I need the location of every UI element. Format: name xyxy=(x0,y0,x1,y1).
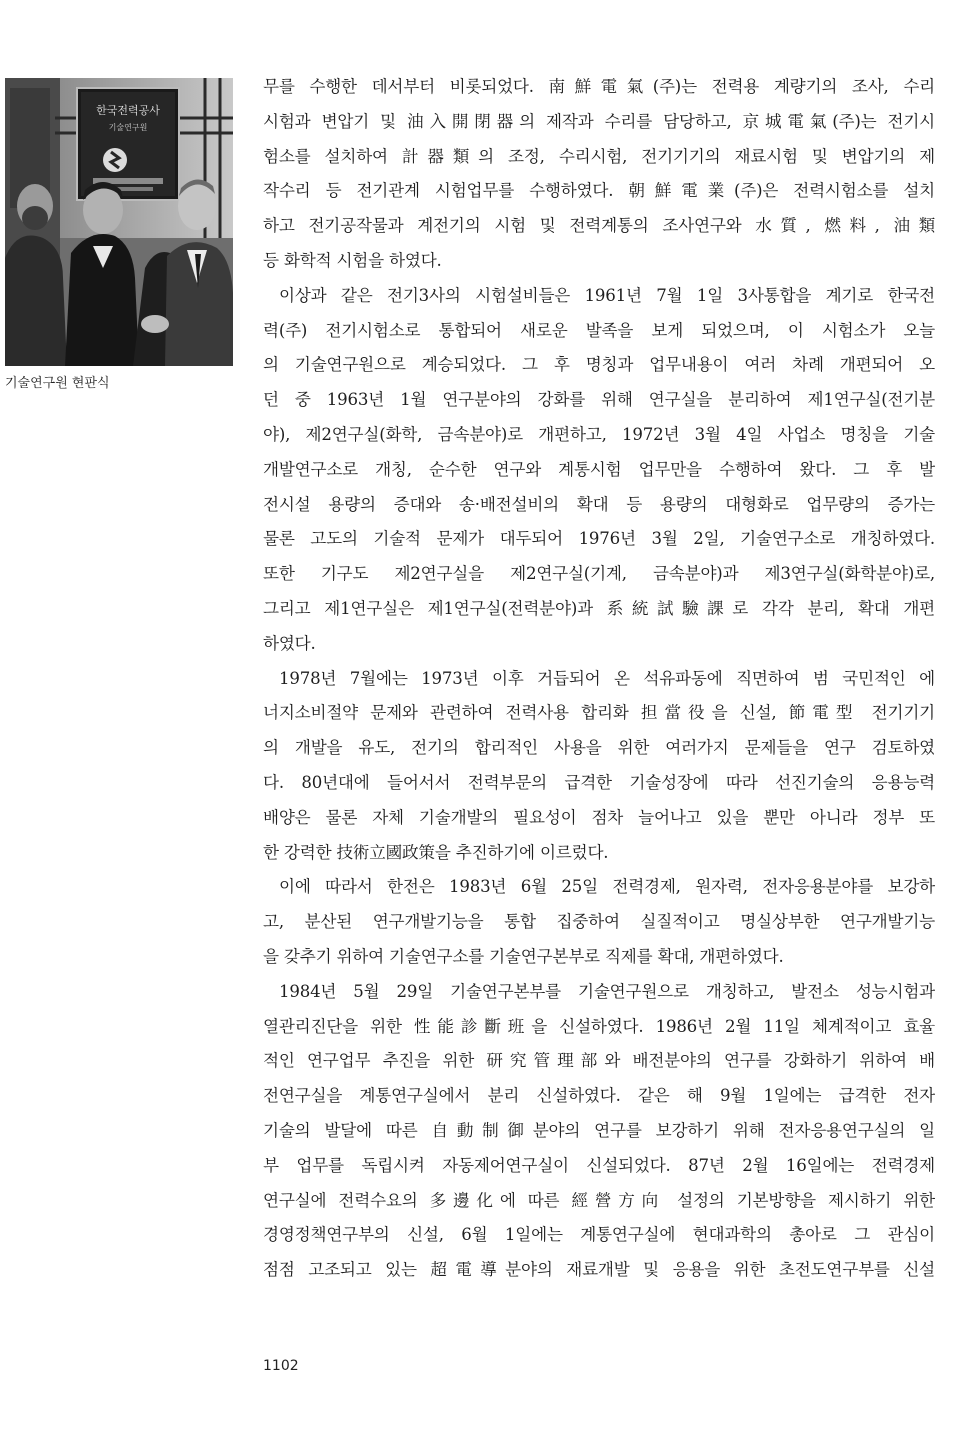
sign-text: 한국전력공사 xyxy=(96,104,160,117)
text-line: 야), 제2연구실(화학, 금속분야)로 개편하고, 1972년 3월 4일 사업소 명칭을 기술 xyxy=(263,424,935,444)
text-line: 열관리진단을 위한 性能診斷班을 신설하였다. 1986년 2월 11일 체계적이고 효율 xyxy=(263,1016,935,1036)
text-line: 부 업무를 독립시켜 자동제어연구실이 신설되었다. 87년 2월 16일에는 전력경제 xyxy=(263,1155,935,1175)
text-line: 또한 기구도 제2연구실을 제2연구실(기계, 금속분야)과 제3연구실(화학분야)로, xyxy=(263,564,935,584)
text-line: 적인 연구업무 추진을 위한 研究管理部와 배전분야의 연구를 강화하기 위하여 배 xyxy=(263,1051,935,1071)
text-line: 한 강력한 技術立國政策을 추진하기에 이르렀다. xyxy=(263,842,609,862)
text-line: 점점 고조되고 있는 超電導분야의 재료개발 및 응용을 위한 초전도연구부를 신설 xyxy=(263,1260,935,1280)
text-line: 을 갖추기 위하여 기술연구소를 기술연구본부로 직제를 확대, 개편하였다. xyxy=(263,946,784,966)
text-line: 다. 80년대에 들어서서 전력부문의 급격한 기술성장에 따라 선진기술의 응용능력 xyxy=(263,772,935,792)
text-line: 이에 따라서 한전은 1983년 6월 25일 전력경제, 원자력, 전자응용분야를 보강하 xyxy=(279,877,935,897)
text-line: 던 중 1963년 1월 연구분야의 강화를 위해 연구실을 분리하여 제1연구실(전기분 xyxy=(263,390,935,410)
text-line: 이상과 같은 전기3사의 시험설비들은 1961년 7월 1일 3사통합을 계기로 한국전 xyxy=(279,285,935,305)
text-line: 기술의 발달에 따른 自動制御분야의 연구를 보강하기 위해 전자응용연구실의 일 xyxy=(263,1120,935,1140)
text-line: 의 개발을 유도, 전기의 합리적인 사용을 위한 여러가지 문제들을 연구 검토하였 xyxy=(263,738,935,758)
text-line: 너지소비절약 문제와 관련하여 전력사용 합리화 担當役을 신설, 節電型 전기기기 xyxy=(263,703,935,723)
text-line: 1978년 7월에는 1973년 이후 거듭되어 온 석유파동에 직면하여 범 국민적인 에 xyxy=(279,668,935,688)
text-line: 전연구실을 계통연구실에서 분리 신설하였다. 같은 해 9월 1일에는 급격한 전자 xyxy=(263,1086,935,1106)
text-line: 시험과 변압기 및 油入開閉器의 제작과 수리를 담당하고, 京城電氣(주)는 전기시 xyxy=(263,111,935,131)
text-line: 무를 수행한 데서부터 비롯되었다. 南鮮電氣(주)는 전력용 계량기의 조사, 수리 xyxy=(263,77,935,96)
paragraph xyxy=(263,70,935,279)
text-line: 의 기술연구원으로 계승되었다. 그 후 명칭과 업무내용이 여러 차례 개편되어 오 xyxy=(263,355,935,375)
sign-subtext: 기술연구원 xyxy=(108,123,148,132)
text-line: 하고 전기공작물과 계전기의 시험 및 전력계통의 조사연구와 水質, 燃料, 油類 xyxy=(263,216,935,236)
text-line: 배양은 물론 자체 기술개발의 필요성이 점차 늘어나고 있을 뿐만 아니라 정부 또 xyxy=(263,807,935,827)
paragraph xyxy=(263,975,935,1288)
text-line: 경영정책연구부의 신설, 6월 1일에는 계통연구실에 현대과학의 총아로 그 관심이 xyxy=(263,1225,935,1245)
text-line: 그리고 제1연구실은 제1연구실(전력분야)과 系統試驗課로 각각 분리, 확대 개편 xyxy=(263,598,935,618)
text-line: 연구실에 전력수요의 多邊化에 따른 經營方向 설정의 기본방향을 제시하기 위한 xyxy=(263,1190,935,1210)
text-line: 1984년 5월 29일 기술연구본부를 기술연구원으로 개칭하고, 발전소 성능시험과 xyxy=(279,981,935,1001)
page-number: 1102 xyxy=(263,1358,299,1374)
paragraph xyxy=(263,870,935,974)
text-line: 력(주) 전기시험소로 통합되어 새로운 발족을 보게 되었으며, 이 시험소가 오늘 xyxy=(263,320,935,340)
photo-caption: 기술연구원 현판식 xyxy=(5,376,110,391)
text-line: 고, 분산된 연구개발기능을 통합 집중하여 실질적이고 명실상부한 연구개발기능 xyxy=(263,912,935,932)
paragraph xyxy=(263,662,935,871)
text-line: 전시설 용량의 증대와 송·배전설비의 확대 등 용량의 대형화로 업무량의 증가는 xyxy=(263,494,935,514)
text-line: 등 화학적 시험을 하였다. xyxy=(263,250,442,270)
text-line: 개발연구소로 개칭, 순수한 연구와 계통시험 업무만을 수행하여 왔다. 그 후 발 xyxy=(263,459,935,479)
text-line: 물론 고도의 기술적 문제가 대두되어 1976년 3월 2일, 기술연구소로 개칭하였다. xyxy=(263,529,935,549)
paragraph xyxy=(263,279,935,662)
text-line: 작수리 등 전기관계 시험업무를 수행하였다. 朝鮮電業(주)은 전력시험소를 설치 xyxy=(263,181,935,201)
ceremony-photo xyxy=(5,78,233,366)
text-line: 험소를 설치하여 計器類의 조정, 수리시험, 전기기기의 재료시험 및 변압기의 제 xyxy=(263,146,935,166)
text-line: 하였다. xyxy=(263,633,316,653)
body-text xyxy=(263,70,935,1288)
